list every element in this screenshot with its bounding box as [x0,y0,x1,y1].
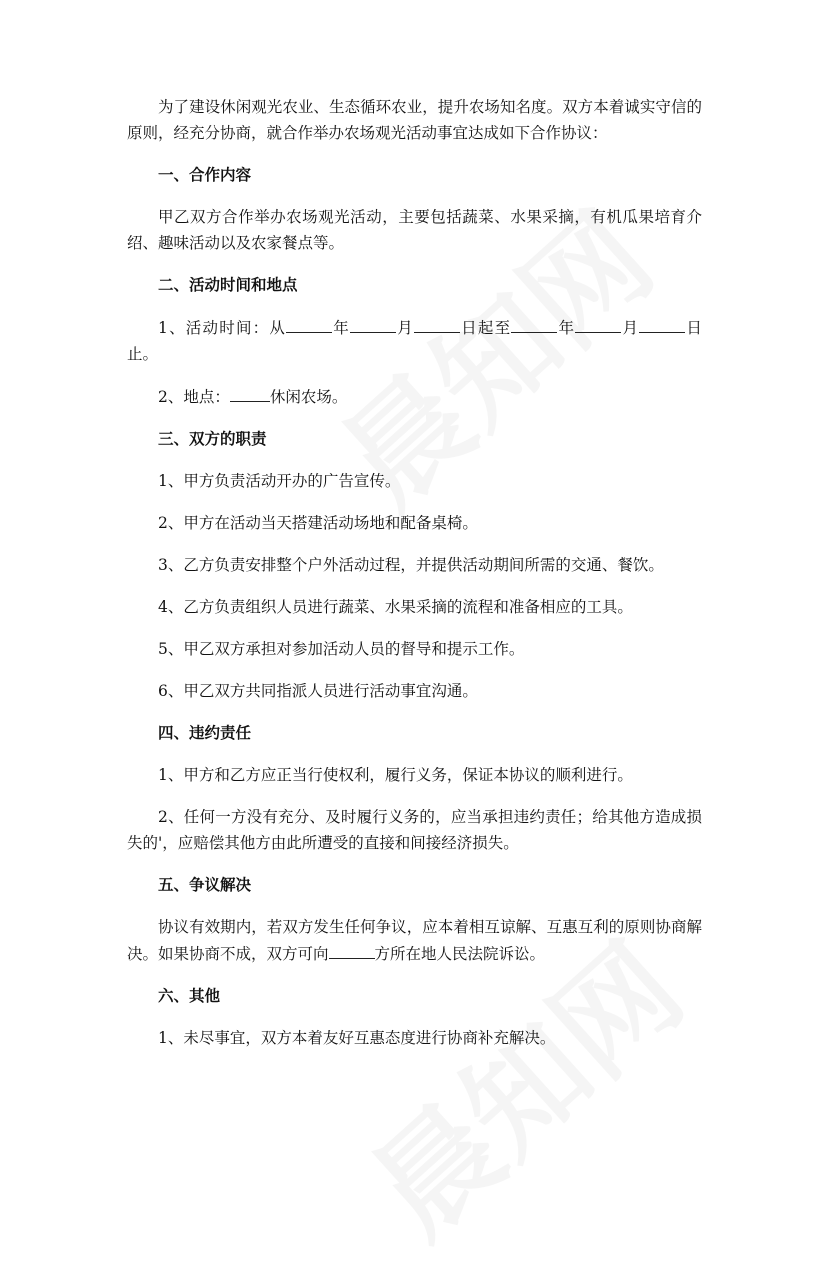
section-heading-cooperation: 一、合作内容 [158,166,252,184]
breach-item-2: 2、任何一方没有充分、及时履行义务的，应当承担违约责任；给其他方造成损失的'，应赔偿其他方由此所遭受的直接和间接经济损失。 [127,808,702,852]
cooperation-paragraph: 甲乙双方合作举办农场观光活动，主要包括蔬菜、水果采摘，有机瓜果培育介绍、趣味活动以及农家餐点等。 [127,208,702,252]
month-label: 月 [396,319,414,337]
section-heading-dispute: 五、争议解决 [158,876,252,894]
blank-dispute-party[interactable] [329,940,375,959]
duty-item-1: 1、甲方负责活动开办的广告宣传。 [158,472,401,490]
section-heading-breach: 四、违约责任 [158,724,252,742]
day-to-label: 日起至 [459,319,512,337]
duty-item-6: 6、甲乙双方共同指派人员进行活动事宜沟通。 [158,682,478,700]
dispute-suffix: 方所在地人民法院诉讼。 [374,945,546,963]
blank-place[interactable] [230,383,270,402]
month-label-2: 月 [621,319,640,337]
blank-start-month[interactable] [350,314,396,333]
intro-paragraph: 为了建设休闲观光农业、生态循环农业，提升农场知名度。双方本着诚实守信的原则，经充分协商，就合作举办农场观光活动事宜达成如下合作协议： [127,98,702,142]
breach-item-1: 1、甲方和乙方应正当行使权利，履行义务，保证本协议的顺利进行。 [158,766,633,784]
activity-time-paragraph [127,314,702,367]
duty-item-2: 2、甲方在活动当天搭建活动场地和配备桌椅。 [158,514,478,532]
duty-item-5: 5、甲乙双方承担对参加活动人员的督导和提示工作。 [158,640,525,658]
section-heading-duties: 三、双方的职责 [158,430,267,448]
duty-item-3: 3、乙方负责安排整个户外活动过程，并提供活动期间所需的交通、餐饮。 [158,556,664,574]
dispute-paragraph [127,914,702,967]
blank-start-year[interactable] [286,314,332,333]
section-heading-time-place: 二、活动时间和地点 [158,276,298,294]
place-prefix: 2、地点： [158,388,230,406]
section-heading-other: 六、其他 [158,987,221,1005]
blank-end-month[interactable] [575,314,621,333]
place-suffix: 休闲农场。 [269,388,348,406]
day-end-label: 日止。 [127,319,702,363]
blank-end-day[interactable] [639,314,685,333]
other-item-1: 1、未尽事宜，双方本着友好互惠态度进行协商补充解决。 [158,1029,556,1047]
dispute-prefix: 协议有效期内，若双方发生任何争议，应本着相互谅解、互惠互利的原则协商解决。如果协商不成，双方可向 [127,918,702,963]
year-label-2: 年 [557,319,576,337]
duty-item-4: 4、乙方负责组织人员进行蔬菜、水果采摘的流程和准备相应的工具。 [158,598,633,616]
blank-start-day[interactable] [414,314,460,333]
blank-end-year[interactable] [511,314,557,333]
year-label: 年 [332,319,351,337]
time-prefix: 1、活动时间：从 [158,319,287,337]
document-body [127,94,702,1067]
place-paragraph [127,383,702,410]
